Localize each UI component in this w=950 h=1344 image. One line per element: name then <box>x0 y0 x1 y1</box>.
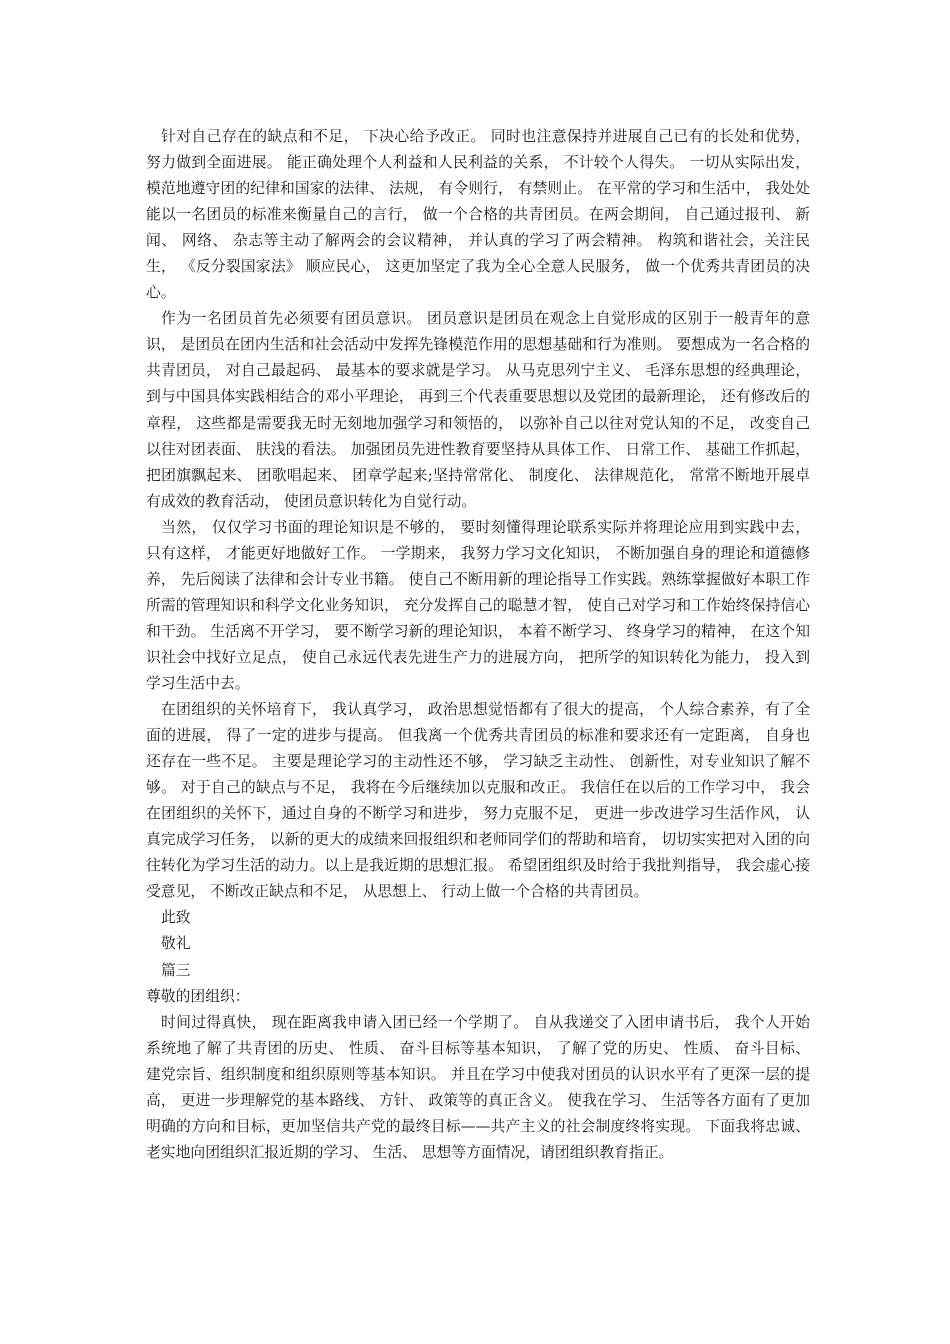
salutation: 尊敬的团组织： <box>146 987 250 1005</box>
section-heading: 篇三 <box>161 961 191 979</box>
paragraph-2: 作为一名团员首先必须要有团员意识。 团员意识是团员在观念上自觉形成的区别于一般青年的意识， 是团员在团内生活和社会活动中发挥先锋模范作用的思想基础和行为准则。 要想成为一名合格的共青团员， 对自己最起码、 最基本的要求就是学习。 从马克思列宁主义、 毛泽东思想的经典理论， 到与中国具体实践相结合的邓小平理论， 再到三个代表重要思想以及党团的最新理论， 还有修改后的章程， 这些都是需要我无时无刻地加强学习和领悟的， 以弥补自己以往对党认知的不足， 改变自己以往对团表面、 肤浅的看法。 加强团员先进性教育要坚持从具体工作、 日常工作、 基础工作抓起， 把团旗飘起来、 团歌唱起来、 团章学起来;坚持常常化、 制度化、 法律规范化， 常常不断地开展卓有成效的教育活动， 使团员意识转化为自觉行动。 <box>146 310 810 510</box>
paragraph-4: 在团组织的关怀培育下， 我认真学习， 政治思想觉悟都有了很大的提高， 个人综合素养，有了全面的进展， 得了一定的进步与提高。 但我离一个优秀共青团员的标准和要求还有一定距离， 自身也还存在一些不足。 主要是理论学习的主动性还不够， 学习缺乏主动性、 创新性，对专业知识了解不够。 对于自己的缺点与不足， 我将在今后继续加以克服和改正。 我信任在以后的工作学习中， 我会在团组织的关怀下，通过自身的不断学习和进步， 努力克服不足， 更进一步改进学习生活作风， 认真完成学习任务， 以新的更大的成绩来回报组织和老师同学们的帮助和培育， 切切实实把对入团的向往转化为学习生活的动力。以上是我近期的思想汇报。 希望团组织及时给于我批判指导， 我会虚心接受意见， 不断改正缺点和不足， 从思想上、 行动上做一个合格的共青团员。 <box>146 701 810 901</box>
paragraph-1: 针对自己存在的缺点和不足， 下决心给予改正。 同时也注意保持并进展自己已有的长处和优势， 努力做到全面进展。 能正确处理个人利益和人民利益的关系， 不计较个人得失。 一切从实际出发， 模范地遵守团的纪律和国家的法律、 法规， 有令则行， 有禁则止。 在平常的学习和生活中， 我处处能以一名团员的标准来衡量自己的言行， 做一个合格的共青团员。在两会期间， 自己通过报刊、 新闻、 网络、 杂志等主动了解两会的会议精神， 并认真的学习了两会精神。 构筑和谐社会，关注民生， 《反分裂国家法》 顺应民心， 这更加坚定了我为全心全意人民服务， 做一个优秀共青团员的决心。 <box>146 128 810 302</box>
closing-line-cizhi: 此致 <box>161 909 191 927</box>
paragraph-final: 时间过得真快， 现在距离我申请入团已经一个学期了。 自从我递交了入团申请书后， 我个人开始系统地了解了共青团的历史、 性质、 奋斗目标等基本知识， 了解了党的历史、 性质、 奋斗目标、 建党宗旨、组织制度和组织原则等基本知识。 并且在学习中使我对团员的认识水平有了更深一层的提高， 更进一步理解党的基本路线、 方针、 政策等的真正含义。 使我在学习、 生活等各方面有了更加明确的方向和目标，更加坚信共产党的最终目标——共产主义的社会制度终将实现。 下面我将忠诚、 老实地向团组织汇报近期的学习、 生活、 思想等方面情况，请团组织教育指正。 <box>146 1013 810 1161</box>
closing-line-jingli: 敬礼 <box>161 935 191 953</box>
paragraph-3: 当然， 仅仅学习书面的理论知识是不够的， 要时刻懂得理论联系实际并将理论应用到实践中去， 只有这样， 才能更好地做好工作。 一学期来， 我努力学习文化知识， 不断加强自身的理论和道德修养， 先后阅读了法律和会计专业书籍。 使自己不断用新的理论指导工作实践。熟练掌握做好本职工作所需的管理知识和科学文化业务知识， 充分发挥自己的聪慧才智， 使自己对学习和工作始终保持信心和干劲。 生活离不开学习， 要不断学习新的理论知识， 本着不断学习、 终身学习的精神， 在这个知识社会中找好立足点， 使自己永远代表先进生产力的进展方向， 把所学的知识转化为能力， 投入到学习生活中去。 <box>146 518 810 692</box>
document-body <box>146 124 810 1166</box>
